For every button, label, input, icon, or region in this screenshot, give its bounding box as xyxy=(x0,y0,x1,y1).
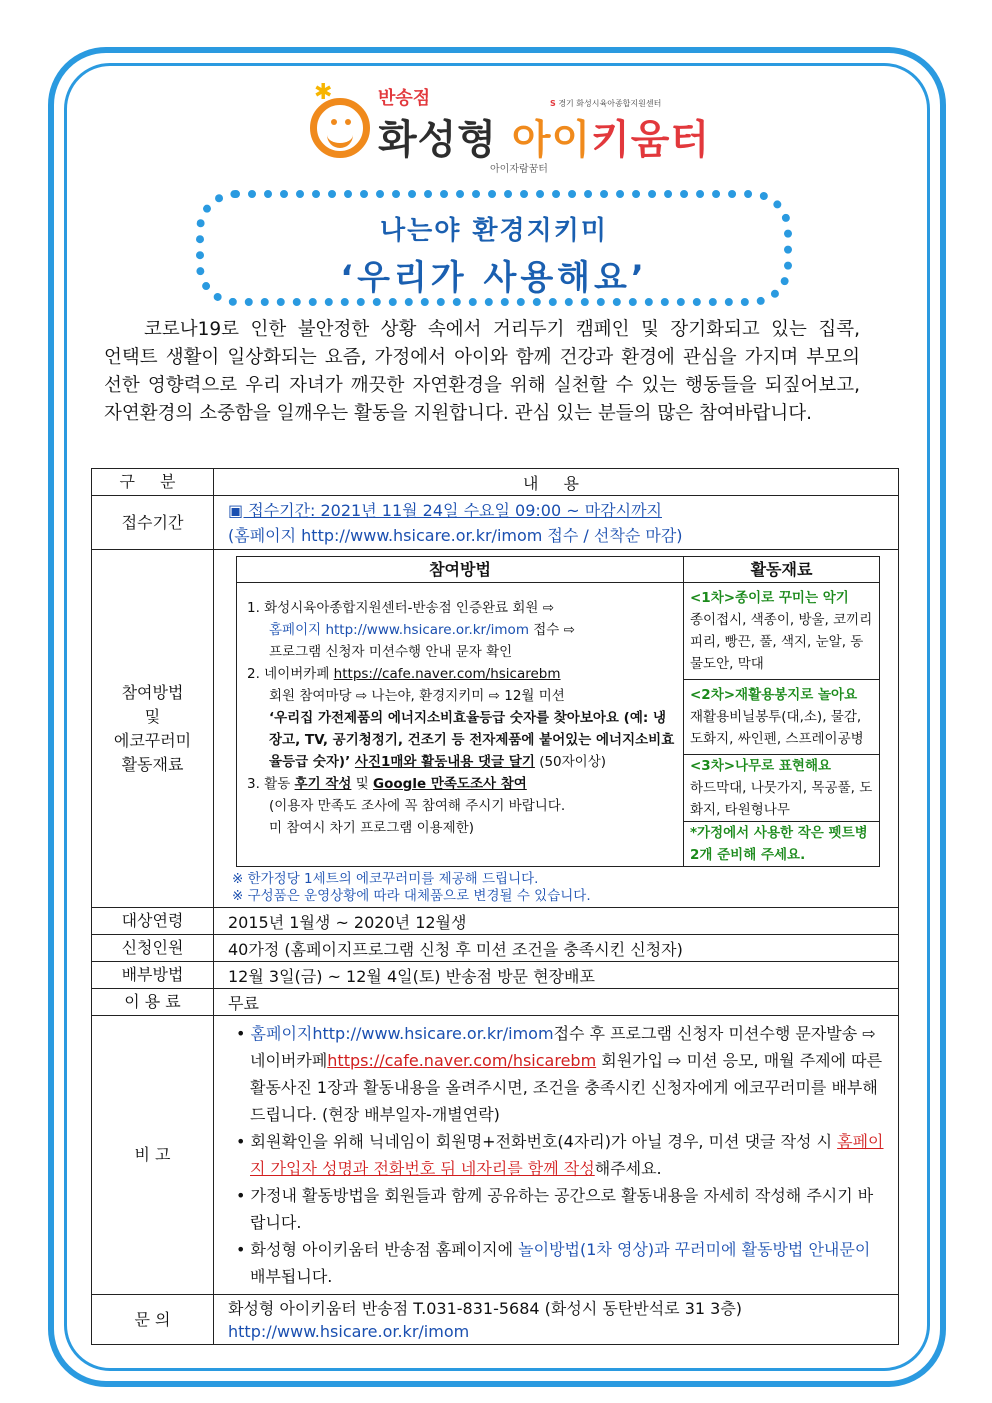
logo xyxy=(300,80,711,175)
material-note-text: *가정에서 사용한 작은 펫트병 2개 준비해 주세요. xyxy=(690,825,868,863)
remark-item xyxy=(230,1236,888,1290)
count-value: 40가정 (홈페이지프로그램 신청 후 미션 조건을 충족시킨 신청자) xyxy=(214,935,899,962)
material-3-body: 하드막대, 나뭇가지, 목공풀, 도화지, 타원형나무 xyxy=(690,780,873,818)
package-note: ※ 구성품은 운영상황에 따라 대체품으로 변경될 수 있습니다. xyxy=(232,888,591,904)
table-row xyxy=(92,1016,899,1295)
method-label-line: 및 xyxy=(144,706,161,726)
contact-cell xyxy=(214,1295,899,1345)
material-1 xyxy=(684,583,880,680)
reception-note[interactable]: (홈페이지 http://www.hsicare.or.kr/imom 접수 / 선착순 마감) xyxy=(228,525,683,545)
remark-text: 화성형 아이키움터 반송점 홈페이지에 xyxy=(250,1240,519,1259)
reception-label: 접수기간 xyxy=(92,496,214,550)
remark-item: • 가정내 활동방법을 회원들과 함께 공유하는 공간으로 활동내용을 자세히 작성해 주시기 바랍니다. xyxy=(230,1182,888,1236)
table-row xyxy=(92,935,899,962)
material-note xyxy=(684,822,880,867)
material-3-title: <3차>나무로 표현해요 xyxy=(690,758,832,774)
remark-text: 회원확인을 위해 닉네임이 회원명+전화번호(4자리)가 아닐 경우, 미션 댓글 작성 시 xyxy=(250,1132,838,1151)
header-category: 구 분 xyxy=(92,469,214,496)
package-note: ※ 한가정당 1세트의 에코꾸러미를 제공해 드립니다. xyxy=(232,871,539,887)
step1-line xyxy=(247,619,675,641)
material-1-title: <1차>종이로 꾸미는 악기 xyxy=(690,590,849,606)
contact-link[interactable]: http://www.hsicare.or.kr/imom xyxy=(228,1321,470,1341)
step3-review: 후기 작성 xyxy=(294,776,352,792)
dist-value: 12월 3일(금) ~ 12월 4일(토) 반송점 방문 현장배포 xyxy=(214,962,899,989)
material-2-body: 재활용비닐봉투(대,소), 물감, 도화지, 싸인펜, 스프레이공병 xyxy=(690,709,864,747)
step3-text: 및 xyxy=(351,776,374,792)
step1-line: 1. 화성시육아종합지원센터-반송점 인증완료 회원 ⇨ xyxy=(247,600,555,616)
title-line1: 나는야 환경지키미 xyxy=(380,216,608,246)
title-line2: ‘우리가 사용해요’ xyxy=(340,258,648,298)
child-face-icon xyxy=(310,98,370,158)
method-label-line: 에코꾸러미 xyxy=(113,730,192,750)
age-label: 대상연령 xyxy=(92,908,214,935)
table-row xyxy=(92,962,899,989)
logo-name: 화성형 아이키움터 xyxy=(378,117,711,163)
table-row xyxy=(92,989,899,1016)
mission-title: ‘우리집 가전제품의 에너지소비효율등급 숫자를 찾아보아요 xyxy=(269,710,619,726)
remark-text: 배부됩니다. xyxy=(250,1267,333,1286)
step1-text: 접수 ⇨ xyxy=(528,622,575,638)
step1-line: 프로그램 신청자 미션수행 안내 문자 확인 xyxy=(269,644,513,660)
table-row xyxy=(92,1295,899,1345)
package-notes xyxy=(228,867,898,907)
info-table xyxy=(91,468,899,1345)
mission-action: 사진1매와 활동내용 댓글 달기 xyxy=(354,754,535,770)
method-inner-table xyxy=(236,556,880,867)
header-content: 내 용 xyxy=(214,469,899,496)
step3-line xyxy=(247,773,675,795)
remark-text: 접수 후 프로그램 신청자 미션수행 문자발송 ⇨ 네이버카페 xyxy=(250,1024,876,1070)
title-box xyxy=(196,190,792,306)
contact-label: 문 의 xyxy=(92,1295,214,1345)
col-material-header: 활동재료 xyxy=(684,557,880,583)
mission-detail: (예: 냉장고, TV, 공기청정기, 건조기 등 전자제품에 붙어있는 에너지소비효율등급 숫자)’ xyxy=(269,710,675,770)
table-row xyxy=(92,496,899,550)
logo-center-name: S 경기 화성시육아종합지원센터 xyxy=(550,99,662,108)
dist-label: 배부방법 xyxy=(92,962,214,989)
count-label: 신청인원 xyxy=(92,935,214,962)
cafe-link[interactable]: https://cafe.naver.com/hsicarebm xyxy=(327,1051,597,1070)
fee-label: 이 용 료 xyxy=(92,989,214,1016)
cafe-link[interactable]: https://cafe.naver.com/hsicarebm xyxy=(333,666,561,682)
star-icon: ✱ xyxy=(314,80,333,105)
step2-line: 회원 참여마당 ⇨ 나는야, 환경지키미 ⇨ 12월 미션 xyxy=(269,688,565,704)
mission-length: (50자이상) xyxy=(534,754,607,770)
method-cell xyxy=(214,550,899,908)
col-method-header: 참여방법 xyxy=(237,557,684,583)
intro-paragraph: 코로나19로 인한 불안정한 상황 속에서 거리두기 캠페인 및 장기화되고 있는 집콕, 언택트 생활이 일상화되는 요즘, 가정에서 아이와 함께 건강과 환경에 관심을 가지며 부모의 선한 영향력으로 우리 자녀가 깨끗한 자연환경을 위해 실천할 수 있는 행동들을 되짚어보고, 자연환경의 소중함을 일깨우는 활동을 지원합니다. 관심 있는 분들의 많은 참여바랍니다. xyxy=(104,319,860,424)
step2-text: 2. 네이버카페 xyxy=(247,666,334,682)
step3-line: (이용자 만족도 조사에 꼭 참여해 주시기 바랍니다. xyxy=(269,798,566,814)
logo-branch: 반송점 xyxy=(378,88,431,109)
fee-value: 무료 xyxy=(214,989,899,1016)
step3-line: 미 참여시 차기 프로그램 이용제한) xyxy=(269,820,475,836)
contact-info: 화성형 아이키움터 반송점 T.031-831-5684 (화성시 동탄반석로 31 3층) xyxy=(228,1298,743,1318)
homepage-link[interactable]: 홈페이지http://www.hsicare.or.kr/imom xyxy=(250,1024,554,1043)
step3-survey: Google 만족도조사 참여 xyxy=(373,776,527,792)
logo-subtitle: 아이자람꿈터 xyxy=(490,164,548,175)
method-label-line: 참여방법 xyxy=(121,682,184,702)
remarks-label: 비 고 xyxy=(92,1016,214,1295)
age-value: 2015년 1월생 ~ 2020년 12월생 xyxy=(214,908,899,935)
remarks-list xyxy=(230,1016,888,1294)
step2-mission xyxy=(247,707,675,773)
table-row xyxy=(92,550,899,908)
table-row xyxy=(92,908,899,935)
material-1-body: 종이접시, 색종이, 방울, 코끼리피리, 빵끈, 풀, 색지, 눈알, 동물도안, 막대 xyxy=(690,612,873,672)
material-3 xyxy=(684,755,880,822)
reception-period: ▣ 접수기간: 2021년 11월 24일 수요일 09:00 ~ 마감시까지 xyxy=(228,500,662,520)
remark-item xyxy=(230,1020,888,1128)
remark-emphasis: 홈페이지 가입자 성명과 전화번호 뒤 네자리를 함께 작성 xyxy=(250,1132,884,1178)
method-label xyxy=(92,550,214,908)
material-2-title: <2차>재활용봉지로 놀아요 xyxy=(690,687,858,703)
reception-cell xyxy=(214,496,899,550)
step2-line xyxy=(247,663,675,685)
homepage-link[interactable]: 홈페이지 http://www.hsicare.or.kr/imom xyxy=(269,622,529,638)
remarks-cell xyxy=(214,1016,899,1295)
material-2 xyxy=(684,680,880,755)
remark-item xyxy=(230,1128,888,1182)
remark-emphasis: 놀이방법(1차 영상)과 꾸러미에 활동방법 안내문이 xyxy=(518,1240,871,1259)
method-steps xyxy=(237,583,684,867)
step3-text: 3. 활동 xyxy=(247,776,295,792)
remark-text: 회원가입 ⇨ 미션 응모, 매월 주제에 따른 활동사진 1장과 활동내용을 올려주시면, 조건을 충족시킨 신청자에게 에코꾸러미를 배부해드립니다. (현장 배부일자-개별연락) xyxy=(250,1051,883,1124)
method-label-line: 활동재료 xyxy=(121,754,184,774)
remark-text: 해주세요. xyxy=(594,1159,662,1178)
table-header-row xyxy=(92,469,899,496)
